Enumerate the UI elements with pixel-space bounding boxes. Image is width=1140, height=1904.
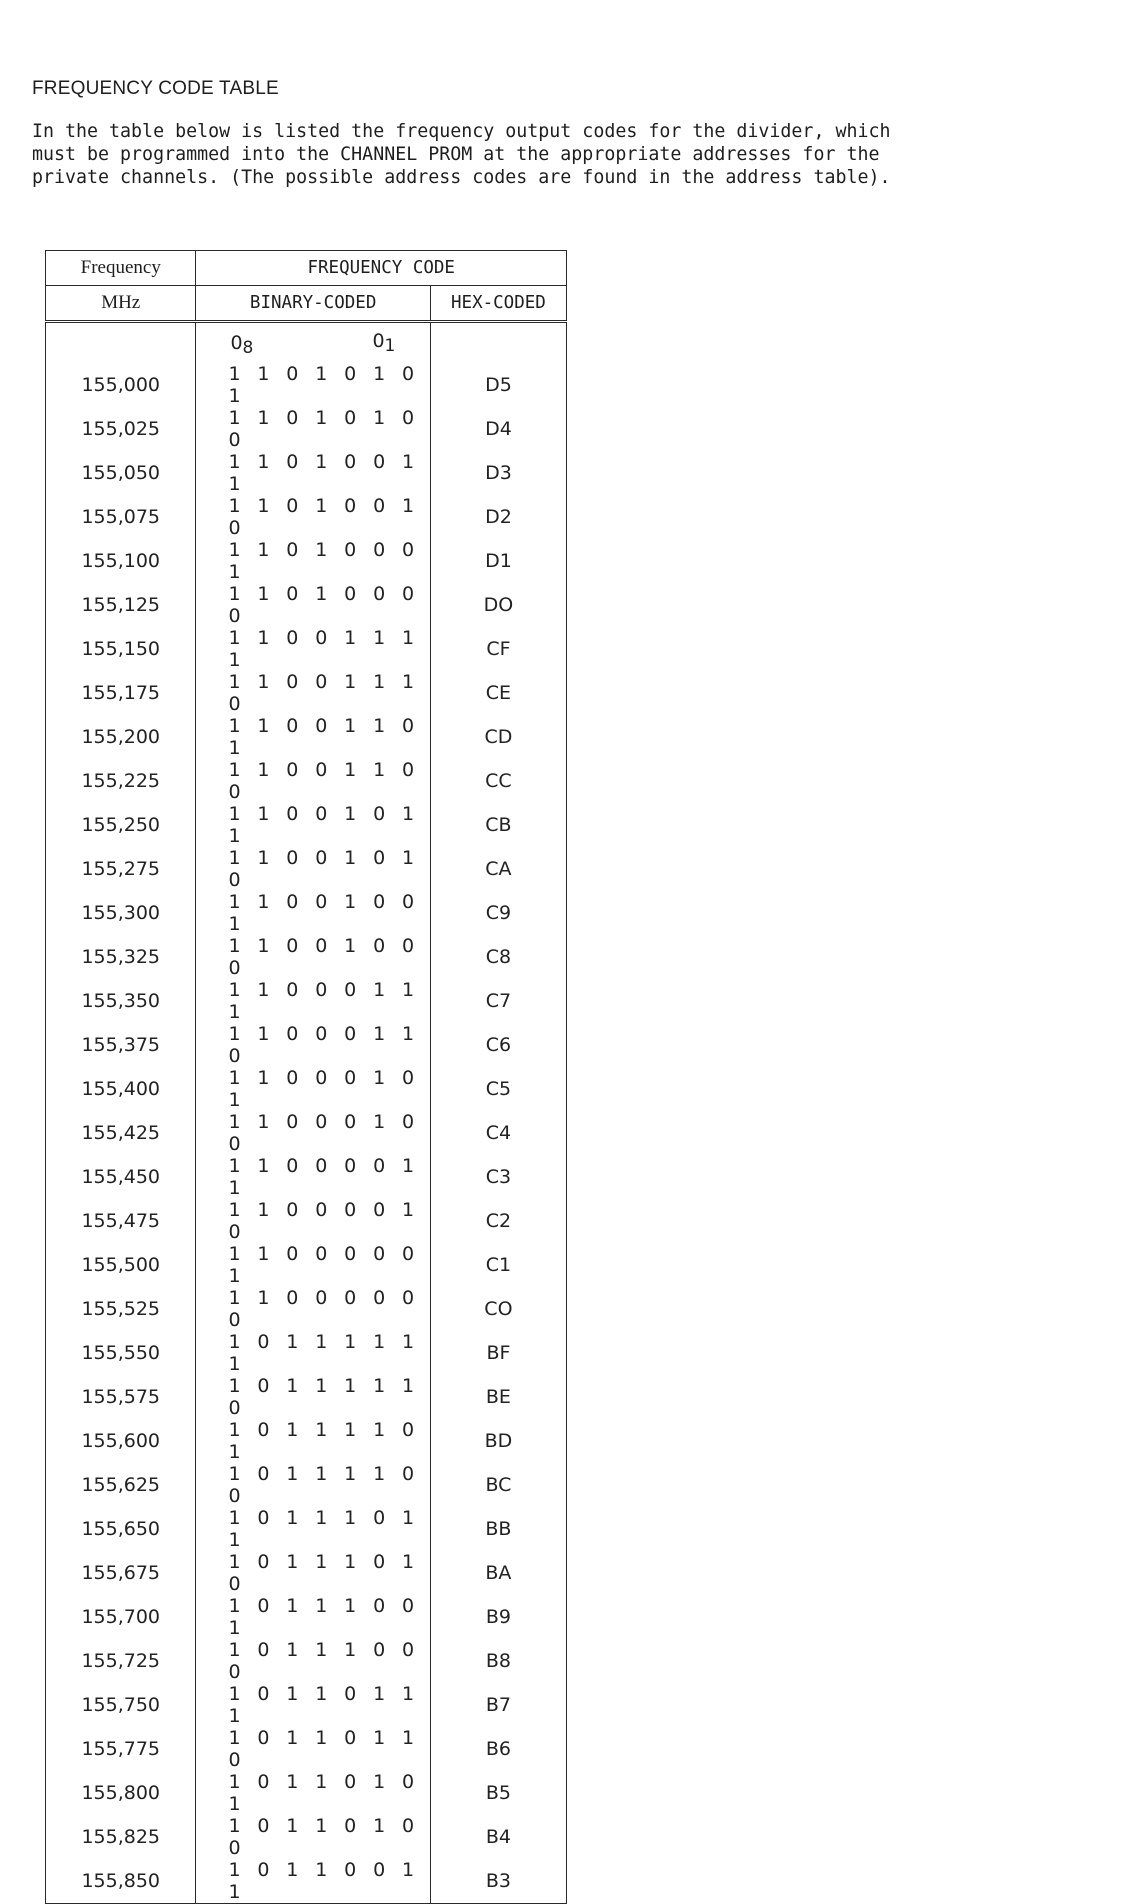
hex-code-cell: CB — [430, 803, 566, 847]
frequency-cell: 155,750 — [46, 1683, 196, 1727]
hex-code-cell: D2 — [430, 495, 566, 539]
frequency-cell: 155,000 — [46, 363, 196, 407]
hex-code-cell: B6 — [430, 1727, 566, 1771]
frequency-cell: 155,600 — [46, 1419, 196, 1463]
table-row — [46, 539, 567, 583]
header-frequency: Frequency — [46, 251, 196, 286]
frequency-cell: 155,325 — [46, 935, 196, 979]
hex-code-cell: CA — [430, 847, 566, 891]
hex-code-cell: D1 — [430, 539, 566, 583]
hex-code-cell: C2 — [430, 1199, 566, 1243]
hex-code-cell: C4 — [430, 1111, 566, 1155]
table-row — [46, 1199, 567, 1243]
frequency-cell: 155,500 — [46, 1243, 196, 1287]
binary-code-cell: 1 1 0 1 0 1 0 1 — [196, 363, 430, 407]
binary-code-cell: 1 0 1 1 1 0 1 0 — [196, 1551, 430, 1595]
hex-code-cell: CO — [430, 1287, 566, 1331]
frequency-cell: 155,275 — [46, 847, 196, 891]
table-row — [46, 803, 567, 847]
table-row — [46, 363, 567, 407]
empty-cell — [46, 322, 196, 364]
frequency-cell: 155,450 — [46, 1155, 196, 1199]
table-row — [46, 715, 567, 759]
table-row — [46, 1595, 567, 1639]
table-row — [46, 1375, 567, 1419]
bit-labels — [196, 322, 430, 364]
hex-code-cell: B9 — [430, 1595, 566, 1639]
binary-code-cell: 1 1 0 1 0 0 1 0 — [196, 495, 430, 539]
table-row — [46, 451, 567, 495]
bit-label-group — [196, 330, 396, 358]
table-row — [46, 1331, 567, 1375]
table-row — [46, 1771, 567, 1815]
table-row — [46, 671, 567, 715]
binary-code-cell: 1 0 1 1 0 1 0 0 — [196, 1815, 430, 1859]
binary-code-cell: 1 1 0 0 1 1 1 0 — [196, 671, 430, 715]
binary-code-cell: 1 1 0 0 1 1 0 0 — [196, 759, 430, 803]
binary-code-cell: 1 1 0 0 1 1 0 1 — [196, 715, 430, 759]
hex-code-cell: CD — [430, 715, 566, 759]
frequency-cell: 155,150 — [46, 627, 196, 671]
binary-code-cell: 1 1 0 0 1 0 1 1 — [196, 803, 430, 847]
binary-code-cell: 1 1 0 0 1 0 1 0 — [196, 847, 430, 891]
frequency-cell: 155,100 — [46, 539, 196, 583]
frequency-cell: 155,700 — [46, 1595, 196, 1639]
binary-code-cell: 1 1 0 0 1 0 0 0 — [196, 935, 430, 979]
table-row — [46, 1155, 567, 1199]
hex-code-cell: D4 — [430, 407, 566, 451]
header-unit: MHz — [46, 286, 196, 322]
frequency-cell: 155,425 — [46, 1111, 196, 1155]
frequency-cell: 155,725 — [46, 1639, 196, 1683]
binary-code-cell: 1 1 0 1 0 0 0 0 — [196, 583, 430, 627]
binary-code-cell: 1 1 0 1 0 0 1 1 — [196, 451, 430, 495]
frequency-code-table-container — [45, 250, 567, 1904]
table-row — [46, 759, 567, 803]
frequency-cell: 155,375 — [46, 1023, 196, 1067]
hex-code-cell: C5 — [430, 1067, 566, 1111]
table-row — [46, 1287, 567, 1331]
binary-code-cell: 1 0 1 1 1 0 0 0 — [196, 1639, 430, 1683]
intro-line: In the table below is listed the frequency output codes for the divider, which — [32, 121, 891, 142]
hex-code-cell: BB — [430, 1507, 566, 1551]
table-row — [46, 1507, 567, 1551]
frequency-cell: 155,800 — [46, 1771, 196, 1815]
bit-label-row — [46, 322, 567, 364]
frequency-cell: 155,525 — [46, 1287, 196, 1331]
bit-low-label: $0_1$ — [372, 330, 396, 356]
hex-code-cell: C6 — [430, 1023, 566, 1067]
table-row — [46, 407, 567, 451]
hex-code-cell: D5 — [430, 363, 566, 407]
intro-line: private channels. (The possible address codes are found in the address table). — [32, 167, 891, 188]
hex-code-cell: CC — [430, 759, 566, 803]
frequency-cell: 155,050 — [46, 451, 196, 495]
hex-code-cell: CE — [430, 671, 566, 715]
hex-code-cell: C3 — [430, 1155, 566, 1199]
table-row — [46, 1683, 567, 1727]
header-binary-coded: BINARY-CODED — [196, 286, 430, 322]
frequency-cell: 155,850 — [46, 1859, 196, 1904]
table-row — [46, 1815, 567, 1859]
frequency-cell: 155,575 — [46, 1375, 196, 1419]
binary-code-cell: 1 0 1 1 0 1 0 1 — [196, 1771, 430, 1815]
table-row — [46, 1067, 567, 1111]
header-hex-coded: HEX-CODED — [430, 286, 566, 322]
table-row — [46, 1023, 567, 1067]
binary-code-cell: 1 1 0 0 0 1 0 0 — [196, 1111, 430, 1155]
binary-code-cell: 1 0 1 1 1 0 1 1 — [196, 1507, 430, 1551]
hex-code-cell: BA — [430, 1551, 566, 1595]
hex-code-cell: BF — [430, 1331, 566, 1375]
hex-code-cell: B5 — [430, 1771, 566, 1815]
page-title: FREQUENCY CODE TABLE — [32, 78, 279, 99]
frequency-cell: 155,550 — [46, 1331, 196, 1375]
bit-high-label: $0_8$ — [230, 332, 254, 358]
table-row — [46, 583, 567, 627]
hex-code-cell: C8 — [430, 935, 566, 979]
binary-code-cell: 1 1 0 0 0 0 0 1 — [196, 1243, 430, 1287]
frequency-cell: 155,400 — [46, 1067, 196, 1111]
frequency-cell: 155,650 — [46, 1507, 196, 1551]
binary-code-cell: 1 1 0 0 0 0 1 0 — [196, 1199, 430, 1243]
table-row — [46, 1859, 567, 1904]
binary-code-cell: 1 0 1 1 0 1 1 0 — [196, 1727, 430, 1771]
binary-code-cell: 1 0 1 1 1 1 0 0 — [196, 1463, 430, 1507]
binary-code-cell: 1 1 0 0 0 0 1 1 — [196, 1155, 430, 1199]
binary-code-cell: 1 1 0 1 0 1 0 0 — [196, 407, 430, 451]
binary-code-cell: 1 1 0 1 0 0 0 1 — [196, 539, 430, 583]
hex-code-cell: BE — [430, 1375, 566, 1419]
frequency-code-table — [45, 250, 567, 1904]
frequency-cell: 155,300 — [46, 891, 196, 935]
binary-code-cell: 1 0 1 1 0 0 1 1 — [196, 1859, 430, 1904]
binary-code-cell: 1 0 1 1 1 0 0 1 — [196, 1595, 430, 1639]
frequency-cell: 155,175 — [46, 671, 196, 715]
binary-code-cell: 1 1 0 0 0 1 1 0 — [196, 1023, 430, 1067]
table-row — [46, 495, 567, 539]
binary-code-cell: 1 1 0 0 0 1 1 1 — [196, 979, 430, 1023]
table-row — [46, 847, 567, 891]
table-row — [46, 1111, 567, 1155]
frequency-cell: 155,350 — [46, 979, 196, 1023]
frequency-cell: 155,225 — [46, 759, 196, 803]
table-row — [46, 1727, 567, 1771]
table-row — [46, 891, 567, 935]
table-row — [46, 627, 567, 671]
binary-code-cell: 1 0 1 1 1 1 1 0 — [196, 1375, 430, 1419]
table-row — [46, 1551, 567, 1595]
binary-code-cell: 1 1 0 0 1 1 1 1 — [196, 627, 430, 671]
hex-code-cell: C1 — [430, 1243, 566, 1287]
binary-code-cell: 1 1 0 0 1 0 0 1 — [196, 891, 430, 935]
table-row — [46, 1419, 567, 1463]
frequency-cell: 155,775 — [46, 1727, 196, 1771]
frequency-cell: 155,125 — [46, 583, 196, 627]
frequency-cell: 155,475 — [46, 1199, 196, 1243]
header-frequency-code: FREQUENCY CODE — [196, 251, 567, 286]
binary-code-cell: 1 1 0 0 0 1 0 1 — [196, 1067, 430, 1111]
binary-code-cell: 1 0 1 1 1 1 1 1 — [196, 1331, 430, 1375]
hex-code-cell: C9 — [430, 891, 566, 935]
frequency-cell: 155,075 — [46, 495, 196, 539]
hex-code-cell: B4 — [430, 1815, 566, 1859]
hex-code-cell: BD — [430, 1419, 566, 1463]
frequency-cell: 155,625 — [46, 1463, 196, 1507]
binary-code-cell: 1 0 1 1 1 1 0 1 — [196, 1419, 430, 1463]
intro-paragraph — [32, 120, 1032, 189]
table-row — [46, 935, 567, 979]
hex-code-cell: B8 — [430, 1639, 566, 1683]
frequency-cell: 155,250 — [46, 803, 196, 847]
frequency-cell: 155,825 — [46, 1815, 196, 1859]
hex-code-cell: CF — [430, 627, 566, 671]
frequency-cell: 155,675 — [46, 1551, 196, 1595]
hex-code-cell: DO — [430, 583, 566, 627]
hex-code-cell: B3 — [430, 1859, 566, 1904]
empty-cell — [430, 322, 566, 364]
hex-code-cell: D3 — [430, 451, 566, 495]
binary-code-cell: 1 1 0 0 0 0 0 0 — [196, 1287, 430, 1331]
table-body — [46, 322, 567, 1904]
table-row — [46, 1243, 567, 1287]
hex-code-cell: C7 — [430, 979, 566, 1023]
frequency-cell: 155,200 — [46, 715, 196, 759]
frequency-cell: 155,025 — [46, 407, 196, 451]
intro-line: must be programmed into the CHANNEL PROM at the appropriate addresses for the — [32, 144, 880, 165]
binary-code-cell: 1 0 1 1 0 1 1 1 — [196, 1683, 430, 1727]
table-row — [46, 1463, 567, 1507]
hex-code-cell: BC — [430, 1463, 566, 1507]
table-row — [46, 979, 567, 1023]
hex-code-cell: B7 — [430, 1683, 566, 1727]
table-row — [46, 1639, 567, 1683]
